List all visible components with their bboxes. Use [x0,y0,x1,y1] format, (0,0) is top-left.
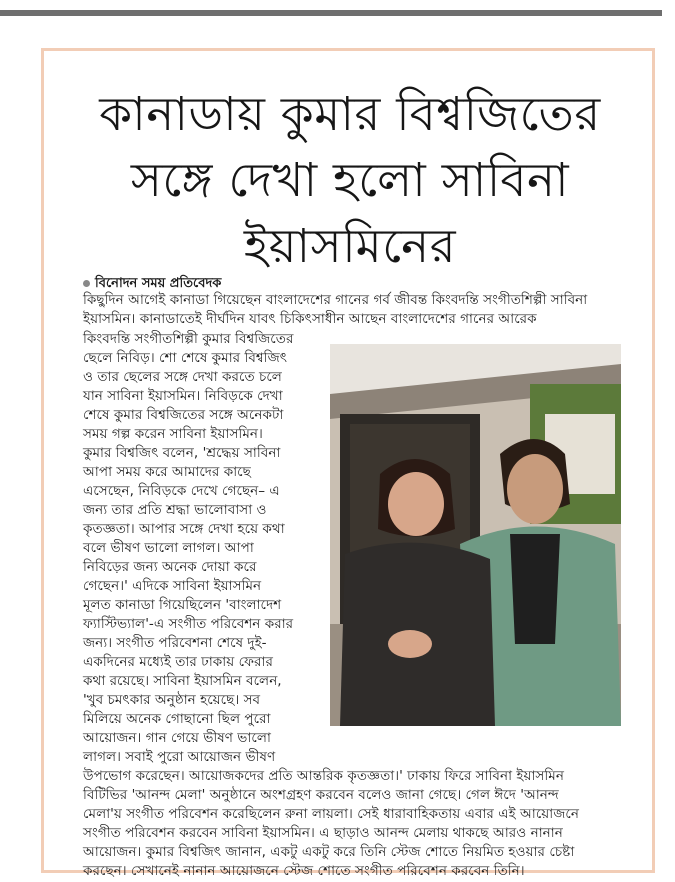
headline-line-1: কানাডায় কুমার বিশ্বজিতের [99,87,601,142]
body-line: উপভোগ করেছেন। আয়োজকদের প্রতি আন্তরিক কৃতজ্ঞতা।' ঢাকায় ফিরে সাবিনা ইয়াসমিন [83,768,564,784]
body-line: শেষে কুমার বিশ্বজিতের সঙ্গে অনেকটা [83,407,284,423]
bullet-icon [83,280,90,287]
body-line: মূলত কানাডা গিয়েছিলেন 'বাংলাদেশ [83,597,282,613]
body-line: নিবিড়ের জন্য অনেক দোয়া করে [83,559,257,575]
body-line: আয়োজন। গান গেয়ে ভীষণ ভালো [83,730,271,746]
headline [55,82,645,280]
photo-illustration [330,344,621,726]
top-rule [0,10,662,16]
body-line: বলে ভীষণ ভালো লাগল। আপা [83,540,254,556]
body-line: সময় গল্প করেন সাবিনা ইয়াসমিন। [83,426,263,442]
body-line: জন্য তার প্রতি শ্রদ্ধা ভালোবাসা ও [83,502,267,518]
headline-line-3: ইয়াসমিনের [243,219,457,274]
body-line: কিছুদিন আগেই কানাডা গিয়েছেন বাংলাদেশের গানের গর্ব জীবন্ত কিংবদন্তি সংগীতশিল্পী সাবিনা [83,292,588,308]
body-line: যান সাবিনা ইয়াসমিন। নিবিড়কে দেখা [83,388,283,404]
body-line: জন্য। সংগীত পরিবেশনা শেষে দুই- [83,635,267,651]
byline-text: বিনোদন সময় প্রতিবেদক [95,276,222,291]
headline-line-2: সঙ্গে দেখা হলো সাবিনা [130,153,570,208]
body-line: কৃতজ্ঞতা। আপার সঙ্গে দেখা হয়ে কথা [83,521,285,537]
body-line: কুমার বিশ্বজিৎ বলেন, 'শ্রদ্ধেয় সাবিনা [83,445,281,461]
body-line: ফ্যাস্টিভ্যাল'-এ সংগীত পরিবেশন করার [83,616,294,632]
body-line: সংগীত পরিবেশন করবেন সাবিনা ইয়াসমিন। এ ছাড়াও আনন্দ মেলায় থাকছে আরও নানান [83,825,563,841]
body-line: ও তার ছেলের সঙ্গে দেখা করতে চলে [83,369,282,385]
body-line: মেলা'য় সংগীত পরিবেশন করেছিলেন রুনা লায়লা। সেই ধারাবাহিকতায় এবার এই আয়োজনে [83,806,579,822]
body-line: মিলিয়ে অনেক গোছানো ছিল পুরো [83,711,271,727]
body-line: কিংবদন্তি সংগীতশিল্পী কুমার বিশ্বজিতের [83,331,294,347]
body-line: ইয়াসমিন। কানাডাতেই দীর্ঘদিন যাবৎ চিকিৎসাধীন আছেন বাংলাদেশের গানের আরেক [83,311,537,327]
article-photo [330,344,621,726]
body-line: গেছেন।' এদিকে সাবিনা ইয়াসমিন [83,578,262,594]
body-line: কথা রয়েছে। সাবিনা ইয়াসমিন বলেন, [83,673,282,689]
body-line: করছেন। সেখানেই নানান আয়োজনে স্টেজ শোতে সংগীত পরিবেশন করবেন তিনি। [83,863,525,879]
body-line: এসেছেন, নিবিড়কে দেখে গেছেন– এ [83,483,280,499]
body-line: ছেলে নিবিড়। শো শেষে কুমার বিশ্বজিৎ [83,350,287,366]
body-line: 'খুব চমৎকার অনুষ্ঠান হয়েছে। সব [83,692,261,708]
body-line: বিটিভির 'আনন্দ মেলা' অনুষ্ঠানে অংশগ্রহণ করবেন বলেও জানা গেছে। গেল ঈদে 'আনন্দ [83,787,559,803]
body-line: লাগল। সবাই পুরো আয়োজন ভীষণ [83,749,276,765]
body-line: একদিনের মধ্যেই তার ঢাকায় ফেরার [83,654,273,670]
body-line: আয়োজন। কুমার বিশ্বজিৎ জানান, একটু একটু করে তিনি স্টেজ শোতে নিয়মিত হওয়ার চেষ্টা [83,844,575,860]
body-line: আপা সময় করে আমাদের কাছে [83,464,251,480]
